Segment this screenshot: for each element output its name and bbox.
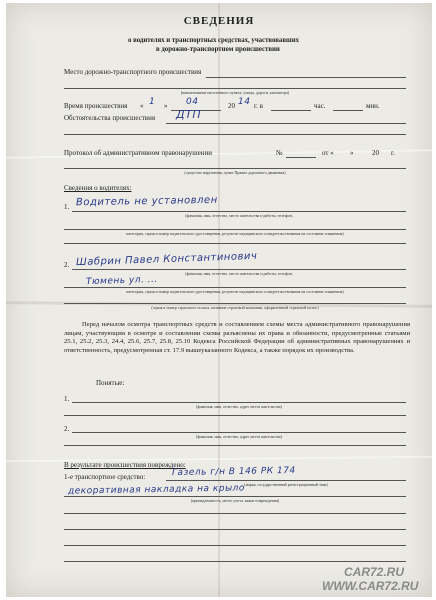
witness2-line	[64, 445, 406, 446]
vehicle1-line	[64, 513, 406, 514]
time-year: 14	[238, 97, 251, 107]
document-subtitle: в дорожно-транспортном происшествии	[156, 46, 280, 53]
driver1-number: 1.	[64, 203, 70, 211]
time-year-suffix: г. в	[254, 102, 263, 110]
vehicle1-line	[64, 561, 406, 562]
vehicle1-label: 1-е транспортное средство:	[64, 473, 146, 481]
vehicle1-line	[64, 545, 406, 546]
protocol-number-label: №	[276, 149, 283, 157]
document-title: СВЕДЕНИЯ	[183, 15, 255, 27]
protocol-label: Протокол об административном правонарушении	[64, 149, 212, 157]
circumstances-value: ДТП	[176, 108, 202, 121]
document-subtitle: о водителях и транспортных средствах, участвовавших	[128, 37, 300, 44]
driver1-caption: категория, серия и номер водительского удостоверения, результат медицинского освидетельствования на состояние опьянения)	[126, 231, 344, 236]
witness1-line	[64, 415, 406, 416]
circumstances-line	[166, 123, 406, 124]
place-label: Место дорожно-транспортного происшествия	[64, 68, 202, 76]
vehicle1-line	[64, 496, 406, 497]
time-min-label: мин.	[366, 102, 380, 110]
witness1-line	[72, 402, 406, 403]
place-line	[64, 88, 406, 89]
min-line	[333, 110, 363, 111]
driver1-value: Водитель не установлен	[75, 194, 218, 209]
time-year-prefix: 20	[228, 102, 235, 110]
driver2-value: Шабрин Павел Константинович	[75, 250, 258, 269]
rights-paragraph: Перед началом осмотра транспортных средств и составлением схемы места административного правонарушения лицам, участвующим в осмотре и составлении схемы разъяснены их права и обязанности, предусмотренные статьями 25.1, 25.2, 25.3, 24.4, 25.6, 25.7, 25.8, 25.10 Кодекса Российской Федерации об административных правонарушениях и ответственность, предусмотренная ст. 17.9 вышеуказанного Кодекса, а также порядок их производства.	[64, 321, 410, 354]
place-caption: (наименование населенного пункта, улицы, дороги, километра)	[180, 90, 290, 95]
witness1-caption: (фамилия, имя, отчество, адрес места жительства)	[196, 404, 282, 409]
witness1-number: 1.	[64, 395, 70, 403]
protocol-quote: »	[350, 149, 354, 157]
damaged-label: В результате происшествия повреждено:	[64, 461, 186, 469]
hour-line	[271, 110, 311, 111]
vehicle1-value: Газель г/н В 146 РК 174	[171, 465, 296, 479]
quote-mark: «	[140, 102, 144, 110]
driver1-line	[64, 229, 406, 230]
vehicle1-line	[166, 480, 406, 481]
driver1-line	[64, 243, 406, 244]
driver2-caption: (фамилия, имя, отчество, место жительства и работы, телефон,	[185, 271, 293, 276]
protocol-number-line	[286, 157, 316, 158]
driver2-value: Тюмень ул. ...	[85, 274, 158, 288]
driver2-number: 2.	[64, 261, 70, 269]
time-hour-label: час.	[314, 102, 326, 110]
witness2-line	[72, 432, 406, 433]
witness2-number: 2.	[64, 425, 70, 433]
driver2-caption: (серия и номер страхового полиса, название страховой компании, оформленный страховой полис)	[151, 305, 319, 310]
driver2-line	[72, 269, 406, 270]
time-day: 1	[149, 97, 156, 107]
quote-mark: »	[164, 102, 168, 110]
watermark-line1: CAR72.RU	[344, 565, 405, 579]
protocol-caption: (существо нарушения, пункт Правил дорожного движения)	[184, 170, 286, 175]
driver2-line	[64, 303, 406, 304]
driver2-line	[64, 287, 406, 288]
vehicle1-line	[64, 529, 406, 530]
vehicle1-caption: (принадлежность, место учета, какие повреждения)	[190, 498, 280, 503]
protocol-year: 20	[372, 149, 379, 157]
witness2-caption: (фамилия, имя, отчество, адрес места жительства)	[196, 434, 282, 439]
driver1-caption: (фамилия, имя, отчество, место жительства и работы, телефон,	[185, 213, 293, 218]
driver1-line	[72, 211, 406, 212]
protocol-date-label: от «	[322, 149, 334, 157]
witnesses-label: Понятые:	[96, 379, 125, 387]
circumstances-line	[64, 134, 406, 135]
circumstances-label: Обстоятельства происшествия	[64, 114, 156, 122]
drivers-label: Сведения о водителях:	[64, 184, 132, 192]
time-label: Время происшествия	[64, 102, 128, 110]
protocol-line	[64, 168, 406, 169]
vehicle1-value: декоративная накладка на крыло	[67, 483, 245, 497]
time-month: 04	[186, 97, 199, 107]
driver2-caption: категория, серия и номер водительского удостоверения, результат медицинского освидетельствования на состояние опьянения)	[126, 289, 344, 294]
vehicle1-caption: (марка, государственный регистрационный знак)	[244, 482, 328, 487]
watermark-line2: WWW.CAR72.RU	[322, 579, 419, 593]
document-sheet	[6, 3, 432, 597]
place-line	[206, 77, 406, 78]
protocol-year-suffix: г.	[391, 149, 395, 157]
